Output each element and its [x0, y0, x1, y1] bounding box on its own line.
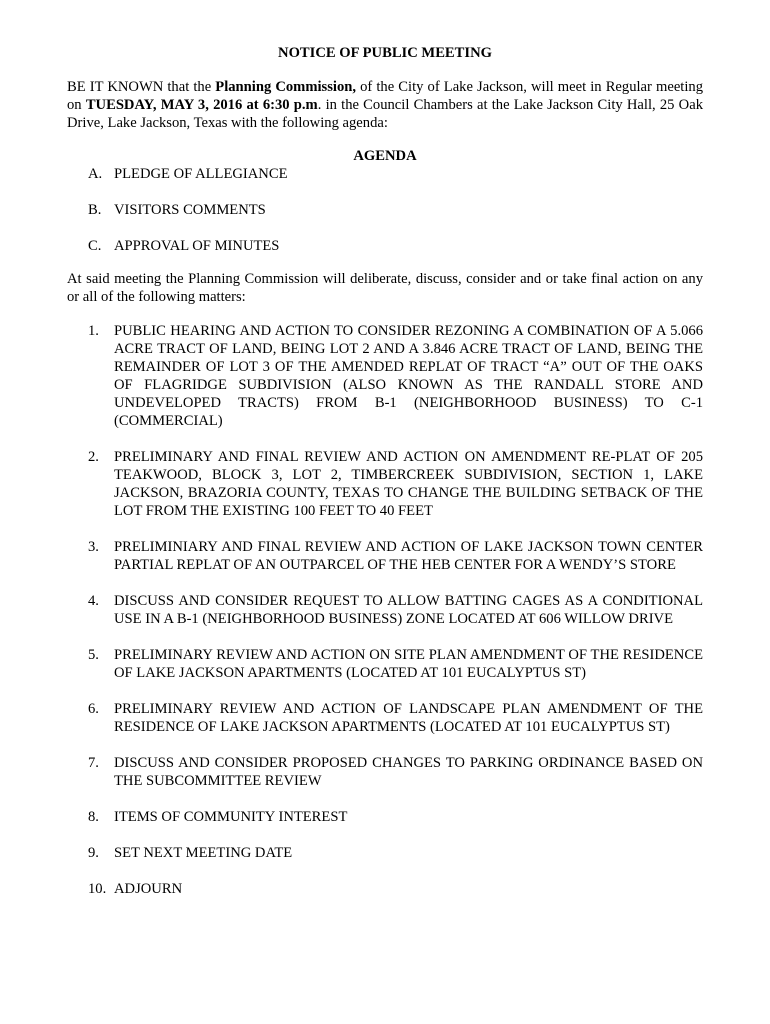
intro-paragraph — [67, 78, 703, 132]
item-number: 1. — [88, 323, 99, 339]
item-number: 8. — [88, 809, 99, 825]
item-marker: A. — [88, 166, 103, 182]
item-text: PRELIMINARY REVIEW AND ACTION ON SITE PLAN AMENDMENT OF THE RESIDENCE OF LAKE JACKSON APARTMENTS (LOCATED AT 101 EUCALYPTUS ST) — [114, 647, 703, 681]
list-item — [67, 844, 703, 862]
item-number: 4. — [88, 593, 99, 609]
commission-name: Planning Commission, — [215, 79, 357, 95]
item-text: PRELIMINARY REVIEW AND ACTION OF LANDSCAPE PLAN AMENDMENT OF THE RESIDENCE OF LAKE JACKSON APARTMENTS (LOCATED AT 101 EUCALYPTUS ST) — [114, 701, 703, 735]
list-item — [67, 201, 703, 219]
item-marker: C. — [88, 238, 102, 254]
list-item — [67, 448, 703, 520]
item-number: 2. — [88, 449, 99, 465]
list-item — [67, 237, 703, 255]
item-text: APPROVAL OF MINUTES — [114, 238, 280, 254]
intro-text-part3: . in the Council Chambers at the Lake Jackson City Hall, 25 Oak Drive, Lake Jackson, Texas with the following agenda: — [67, 97, 703, 131]
notice-document — [67, 44, 703, 916]
item-text: PUBLIC HEARING AND ACTION TO CONSIDER REZONING A COMBINATION OF A 5.066 ACRE TRACT OF LAND, BEING LOT 2 AND A 3.846 ACRE TRACT OF LAND, BEING THE REMAINDER OF LOT 3 OF THE AMENDED REPLAT OF TRACT “A” OUT OF THE OAKS OF FLAGRIDGE SUBDIVISION (ALSO KNOWN AS THE RANDALL STORE AND UNDEVELOPED TRACTS) FROM B-1 (NEIGHBORHOOD BUSINESS) TO C-1 (COMMERCIAL) — [114, 323, 703, 429]
agenda-heading: AGENDA — [353, 148, 417, 164]
item-number: 10. — [88, 881, 107, 897]
list-item — [67, 808, 703, 826]
item-marker: B. — [88, 202, 102, 218]
meeting-datetime: TUESDAY, MAY 3, 2016 at 6:30 p.m — [85, 97, 318, 113]
item-text: VISITORS COMMENTS — [114, 202, 266, 218]
item-number: 7. — [88, 755, 99, 771]
list-item — [67, 700, 703, 736]
item-text: PRELIMINIARY AND FINAL REVIEW AND ACTION OF LAKE JACKSON TOWN CENTER PARTIAL REPLAT OF AN OUTPARCEL OF THE HEB CENTER FOR A WENDY’S STORE — [114, 539, 703, 573]
list-item — [67, 646, 703, 682]
notice-title: NOTICE OF PUBLIC MEETING — [278, 45, 492, 61]
item-text: ADJOURN — [114, 881, 183, 897]
item-text: PLEDGE OF ALLEGIANCE — [114, 166, 288, 182]
item-number: 9. — [88, 845, 99, 861]
preliminary-items-list — [67, 165, 703, 255]
item-text: ITEMS OF COMMUNITY INTEREST — [114, 809, 348, 825]
item-text: PRELIMINARY AND FINAL REVIEW AND ACTION ON AMENDMENT RE-PLAT OF 205 TEAKWOOD, BLOCK 3, LOT 2, TIMBERCREEK SUBDIVISION, SECTION 1, LAKE JACKSON, BRAZORIA COUNTY, TEXAS TO CHANGE THE BUILDING SETBACK OF THE LOT FROM THE EXISTING 100 FEET TO 40 FEET — [114, 449, 703, 519]
item-number: 6. — [88, 701, 99, 717]
list-item — [67, 592, 703, 628]
item-text: DISCUSS AND CONSIDER PROPOSED CHANGES TO PARKING ORDINANCE BASED ON THE SUBCOMMITTEE REVIEW — [114, 755, 703, 789]
list-item — [67, 880, 703, 898]
item-number: 3. — [88, 539, 99, 555]
item-number: 5. — [88, 647, 99, 663]
deliberate-paragraph: At said meeting the Planning Commission will deliberate, discuss, consider and or take final action on any or all of the following matters: — [67, 271, 703, 305]
list-item — [67, 322, 703, 430]
intro-text-part1: BE IT KNOWN that the — [67, 79, 216, 95]
list-item — [67, 165, 703, 183]
agenda-matters-list — [67, 322, 703, 898]
list-item — [67, 754, 703, 790]
item-text: SET NEXT MEETING DATE — [114, 845, 293, 861]
list-item — [67, 538, 703, 574]
intro-text-part2: of the City of Lake Jackson, will meet in Regular meeting on — [67, 79, 704, 113]
item-text: DISCUSS AND CONSIDER REQUEST TO ALLOW BATTING CAGES AS A CONDITIONAL USE IN A B-1 (NEIGHBORHOOD BUSINESS) ZONE LOCATED AT 606 WILLOW DRIVE — [114, 593, 703, 627]
